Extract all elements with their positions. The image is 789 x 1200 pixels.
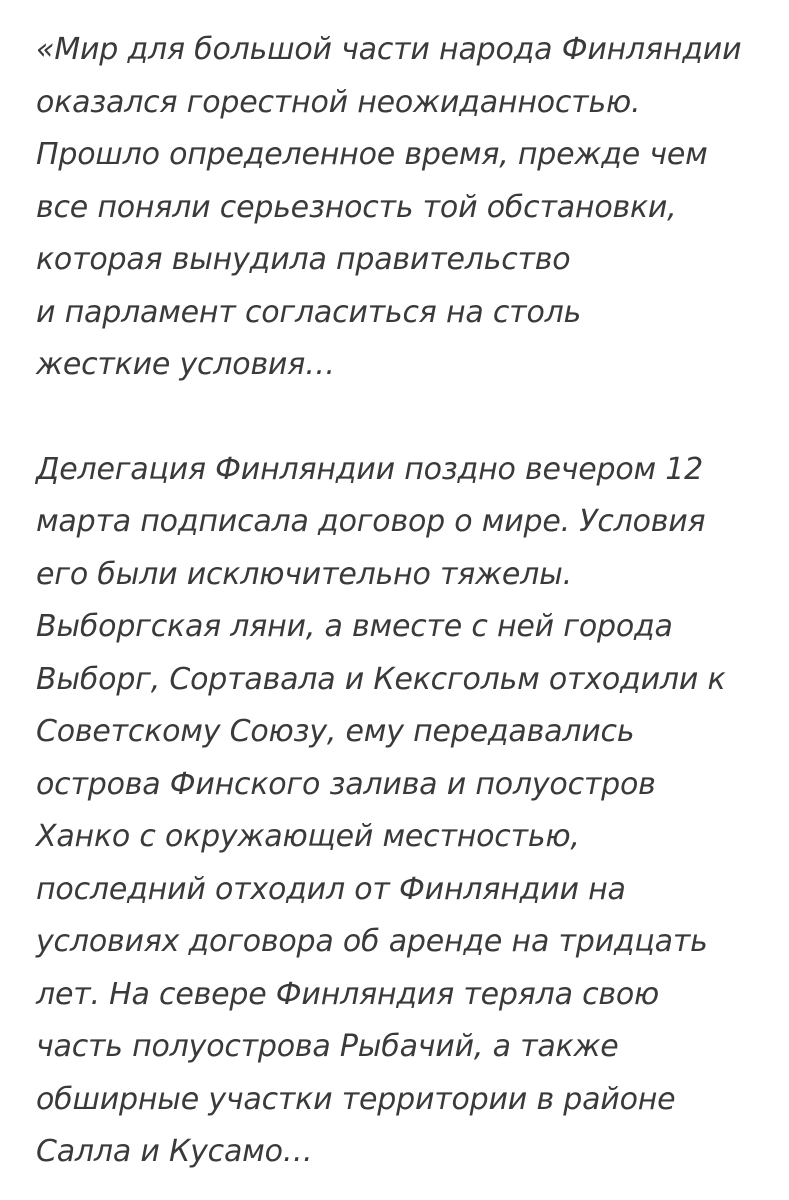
text-line: Прошло определенное время, прежде чем (36, 137, 708, 172)
text-line: обширные участки территории в районе (36, 1081, 676, 1117)
text-line: и парламент согласиться на столь (36, 294, 582, 330)
paragraph-peace-reaction (36, 24, 769, 392)
text-line: «Мир для большой части народа Финляндии (36, 32, 742, 67)
text-line: Выборгская ляни, а вместе с ней города (36, 609, 673, 644)
text-line: жесткие условия… (36, 347, 335, 382)
text-line: Салла и Кусамо… (36, 1134, 313, 1169)
text-line: Делегация Финляндии поздно вечером 12 (36, 451, 704, 487)
text-line: последний отходил от Финляндии на (36, 871, 626, 907)
text-line: которая вынудила правительство (36, 242, 571, 277)
text-line: лет. На севере Финляндия теряла свою (36, 976, 660, 1012)
paragraph-treaty-terms (36, 444, 769, 1179)
text-line: Выборг, Сортавала и Кексгольм отходили к (36, 661, 726, 697)
text-line: марта подписала договор о мире. Условия (36, 504, 706, 539)
text-line: Ханко с окружающей местностью, (36, 819, 580, 854)
text-line: острова Финского залива и полуостров (36, 766, 656, 802)
text-line: часть полуострова Рыбачий, а также (36, 1029, 619, 1064)
text-line: все поняли серьезность той обстановки, (36, 189, 677, 225)
text-line: условиях договора об аренде на тридцать (36, 924, 708, 959)
text-line: оказался горестной неожиданностью. (36, 84, 641, 120)
text-line: Советскому Союзу, ему передавались (36, 714, 635, 749)
text-line: его были исключительно тяжелы. (36, 556, 572, 592)
